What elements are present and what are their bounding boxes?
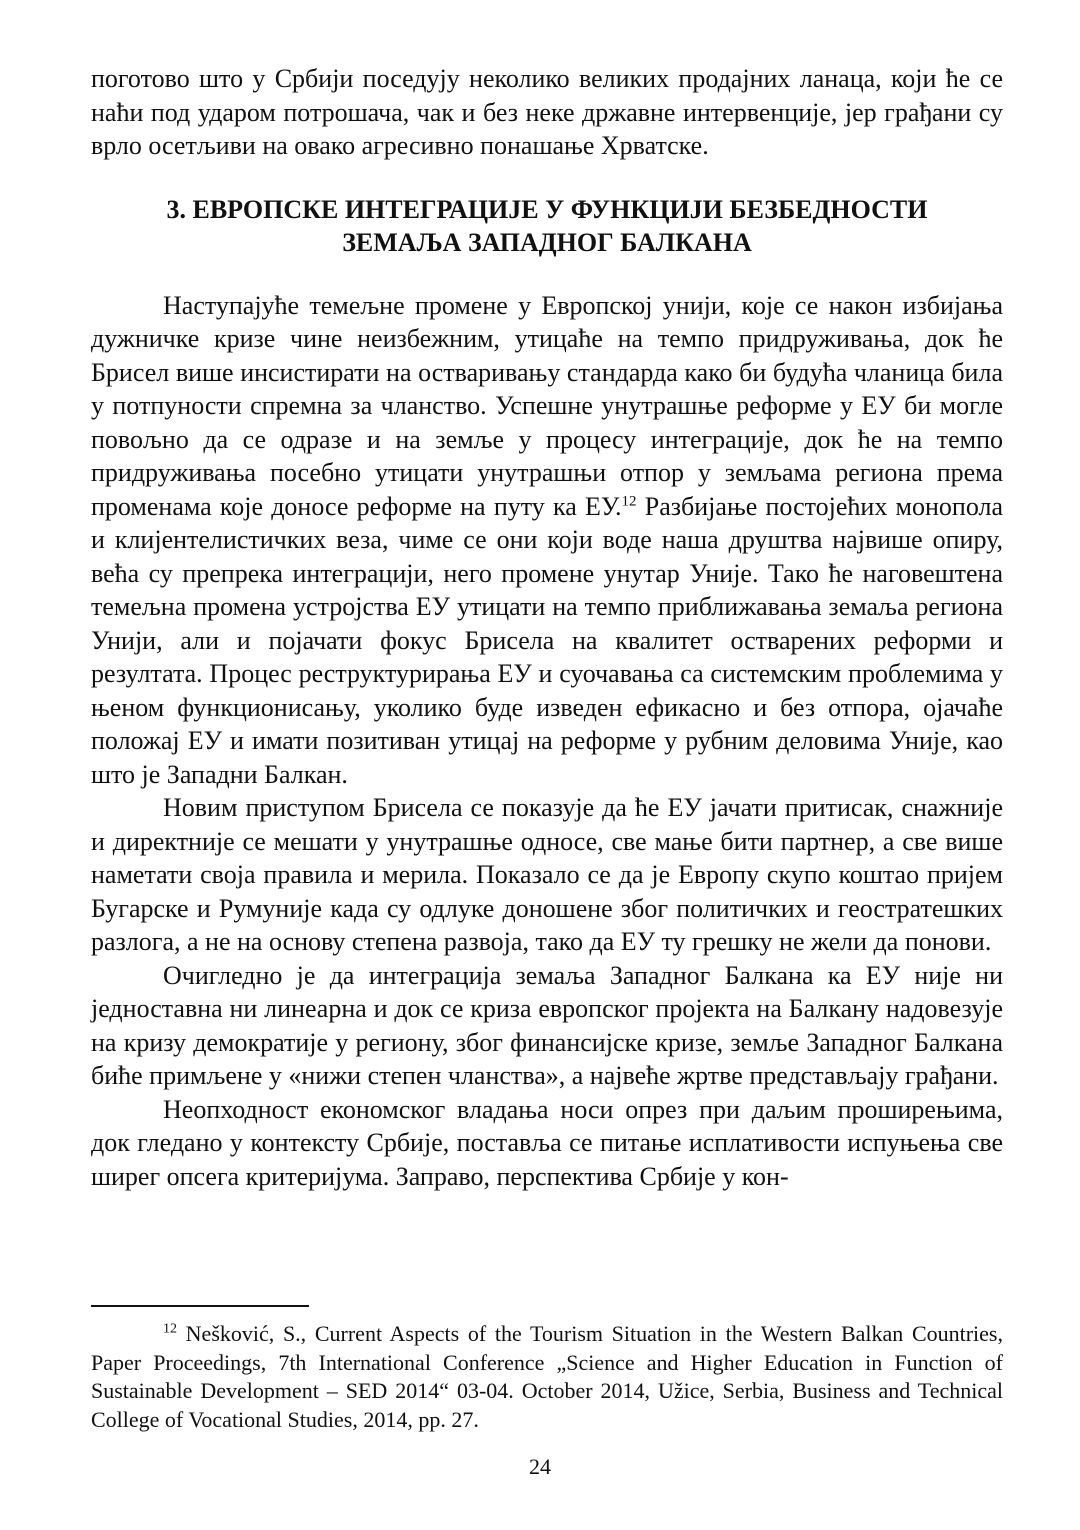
footnote-text: Nešković, S., Current Aspects of the Tourism Situation in the Western Balkan Countries, Paper Proceedings, 7th International Conference „Science and Higher Education in Function of Sustainable Development – SED 2014“ 03-04. October 2014, Užice, Serbia, Business and Technical College of Vocational Studies, 2014, pp. 27. bbox=[91, 1321, 1003, 1432]
intro-paragraph: поготово што у Србији поседују неколико великих продајних ланаца, који ће се наћи под ударом потрошача, чак и без неке државне интервенције, јер грађани су врло осетљиви на овако агресивно понашање Хрватске. bbox=[91, 64, 1003, 160]
section-heading bbox=[91, 193, 1003, 259]
page-body bbox=[91, 62, 1003, 1193]
paragraph-1 bbox=[91, 289, 1003, 792]
paragraph-1-part-b: Разбијање постојећих монопола и клијентелистичких веза, чиме се они који воде наша друштва највише опиру, већа су препрека интеграцији, него промене унутар Уније. Тако ће наговештена темељна промена устројства ЕУ утицати на темпо приближавања земаља региона Унији, али и појачати фокус Брисела на квалитет остварених реформи и резултата. Процес реструктурирања ЕУ и суочавања са системским проблемима у њеном функционисању, уколико буде изведен ефикасно и без отпора, ојачаће положај ЕУ и имати позитиван утицај на реформе у рубним деловима Уније, као што је Западни Балкан. bbox=[91, 491, 1003, 789]
footnote bbox=[91, 1320, 1003, 1434]
page-number: 24 bbox=[529, 1454, 551, 1479]
section-heading-line-1: 3. ЕВРОПСКЕ ИНТЕГРАЦИЈЕ У ФУНКЦИЈИ БЕЗБЕДНОСТИ bbox=[166, 194, 928, 224]
footnote-divider bbox=[91, 1305, 309, 1307]
footnote-number: 12 bbox=[163, 1321, 177, 1337]
footnote-reference[interactable]: 12 bbox=[621, 492, 637, 509]
paragraph-1-part-a: Наступајуће темељне промене у Европској унији, које се након избијања дужничке кризе чине неизбежним, утицаће на темпо придруживања, док ће Брисел више инсистирати на остваривању стандарда како би будућа чланица била у потпуности спремна за чланство. Успешне унутрашње реформе у ЕУ би могле повољно да се одразе и на земље у процесу интеграције, док ће на темпо придруживања посебно утицати унутрашњи отпор у земљама региона према променама које доносе реформе на путу ка ЕУ. bbox=[91, 290, 1003, 521]
section-heading-line-2: ЗЕМАЉА ЗАПАДНОГ БАЛКАНА bbox=[342, 227, 752, 257]
paragraph-4: Неопходност економског владања носи опрез при даљим проширењима, док гледано у контексту Србије, поставља се питање исплативости испуњења све ширег опсега критеријума. Заправо, перспектива Србије у кон- bbox=[91, 1094, 1003, 1191]
paragraph-2: Новим приступом Брисела се показује да ће ЕУ јачати притисак, снажније и директније се мешати у унутрашње односе, све мање бити партнер, а све више наметати своја правила и мерила. Показало се да је Европу скупо коштао пријем Бугарске и Румуније када су одлуке доношене због политичких и геостратешких разлога, а не на основу степена развоја, тако да ЕУ ту грешку не жели да понови. bbox=[91, 793, 1003, 956]
paragraph-3: Очигледно је да интеграција земаља Западног Балкана ка ЕУ није ни једноставна ни линеарна и док се криза европског пројекта на Балкану надовезује на кризу демократије у региону, због финансијске кризе, земље Западног Балкана биће примљене у «нижи степен чланства», а највеће жртве представљају грађани. bbox=[91, 960, 1003, 1090]
